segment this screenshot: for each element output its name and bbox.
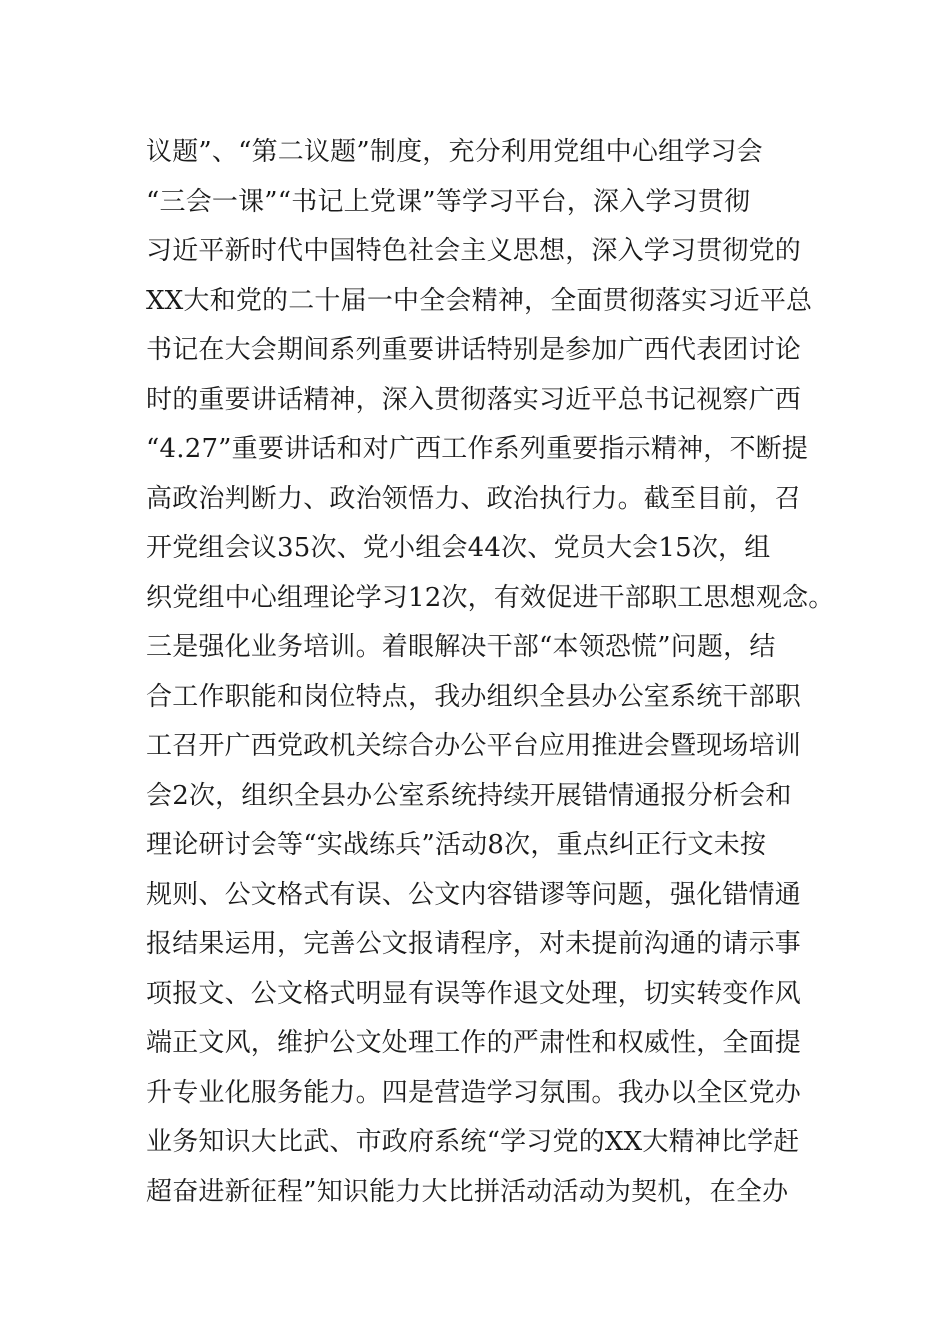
text-line: 超奋进新征程”知识能力大比拼活动活动为契机，在全办 — [146, 1176, 789, 1207]
text-line: 报结果运用，完善公文报请程序，对未提前沟通的请示事 — [146, 929, 802, 959]
text-line: 理论研讨会等“实战练兵”活动8次，重点纠正行文未按 — [146, 830, 767, 860]
text-line: 书记在大会期间系列重要讲话特别是参加广西代表团讨论 — [146, 335, 802, 365]
text-line: 织党组中心组理论学习12次，有效促进干部职工思想观念。 — [146, 582, 835, 613]
text-line: 时的重要讲话精神，深入贯彻落实习近平总书记视察广西 — [146, 384, 802, 415]
text-line: 工召开广西党政机关综合办公平台应用推进会暨现场培训 — [146, 731, 802, 761]
text-line: 三是强化业务培训。着眼解决干部“本领恐慌”问题，结 — [146, 632, 776, 662]
text-line: 项报文、公文格式明显有误等作退文处理，切实转变作风 — [146, 978, 802, 1009]
text-line: 端正文风，维护公文处理工作的严肃性和权威性，全面提 — [146, 1028, 802, 1058]
text-line: 业务知识大比武、市政府系统“学习党的XX大精神比学赶 — [146, 1127, 800, 1157]
text-line: 合工作职能和岗位特点，我办组织全县办公室系统干部职 — [146, 681, 802, 712]
text-line: “三会一课”“书记上党课”等学习平台，深入学习贯彻 — [146, 186, 751, 217]
text-line: 习近平新时代中国特色社会主义思想，深入学习贯彻党的 — [146, 236, 802, 266]
text-line: 高政治判断力、政治领悟力、政治执行力。截至目前，召 — [146, 483, 802, 514]
text-line: XX大和党的二十届一中全会精神，全面贯彻落实习近平总 — [146, 285, 813, 316]
text-line: 议题”、“第二议题”制度，充分利用党组中心组学习会 — [146, 137, 763, 167]
text-line: 会2次，组织全县办公室系统持续开展错情通报分析会和 — [146, 780, 792, 811]
body-text — [146, 128, 835, 1217]
text-line: 规则、公文格式有误、公文内容错谬等问题，强化错情通 — [146, 879, 802, 910]
text-line: 升专业化服务能力。四是营造学习氛围。我办以全区党办 — [146, 1077, 802, 1108]
text-line: “4.27”重要讲话和对广西工作系列重要指示精神，不断提 — [146, 434, 809, 464]
text-line: 开党组会议35次、党小组会44次、党员大会15次，组 — [146, 533, 771, 563]
